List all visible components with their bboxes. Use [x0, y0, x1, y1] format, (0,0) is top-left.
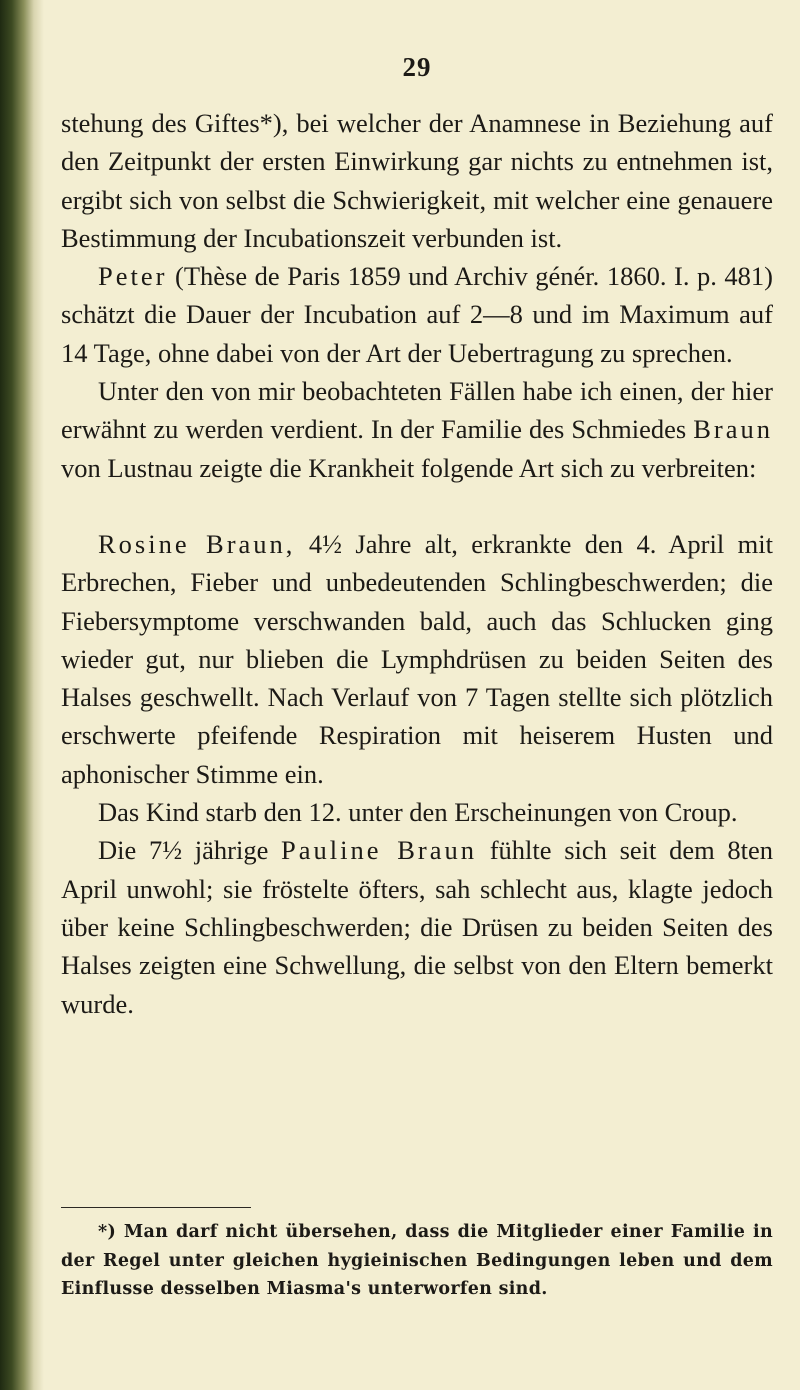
footnote-rule [61, 1207, 251, 1208]
paragraph-peter [61, 257, 773, 372]
patient-name-pauline: Pauline Braun [281, 835, 477, 866]
paragraph-peter-text: (Thèse de Paris 1859 und Archiv génér. 1860. I. p. 481) schätzt die Dauer der Incubation auf 2—8 und im Maximum auf 14 Tage, ohne dabei von der Art der Uebertragung zu sprechen. [61, 261, 773, 368]
family-name-braun: Braun [693, 414, 773, 445]
paragraph-rosine [61, 525, 773, 793]
paragraph-braun-after: von Lustnau zeigte die Krankheit folgende Art sich zu verbreiten: [61, 452, 757, 483]
paragraph-pauline-before: Die 7½ jährige [98, 835, 282, 866]
author-name-peter: Peter [98, 261, 168, 292]
main-text [61, 104, 773, 1023]
paragraph-pauline [61, 831, 773, 1022]
footnote-text: *) Man darf nicht übersehen, dass die Mitglieder einer Familie in der Regel unter gleichen hygieinischen Bedingungen leben und dem Einflusse desselben Miasma's unterworfen sind. [61, 1222, 773, 1299]
footnote [61, 1218, 773, 1304]
paragraph-continuation: stehung des Giftes*), bei welcher der Anamnese in Beziehung auf den Zeitpunkt der ersten Einwirkung gar nichts zu entnehmen ist, ergibt sich von selbst die Schwierigkeit, mit welcher eine genauere Bestimmung der Incubationszeit verbunden ist. [61, 108, 773, 253]
patient-name-rosine: Rosine Braun, [98, 528, 296, 559]
paragraph-braun-before: Unter den von mir beobachteten Fällen habe ich einen, der hier erwähnt zu werden verdient. In der Familie des Schmiedes [61, 376, 773, 445]
paragraph-rosine-text: 4½ Jahre alt, erkrankte den 4. April mit Erbrechen, Fieber und unbedeutenden Schlingbeschwerden; die Fiebersymptome verschwanden bald, auch das Schlucken ging wieder gut, nur blieben die Lymphdrüsen zu beiden Seiten des Halses geschwellt. Nach Verlauf von 7 Tagen stellte sich plötzlich erschwerte pfeifende Respiration mit heiserem Husten und aphonischer Stimme ein. [61, 528, 774, 789]
paragraph-croup: Das Kind starb den 12. unter den Erscheinungen von Croup. [98, 797, 738, 828]
page-number: 29 [402, 52, 432, 82]
paragraph-braun-family [61, 372, 773, 487]
page-gutter [34, 0, 44, 1390]
book-spine-shadow [0, 0, 34, 1390]
paragraph-pauline-after: fühlte sich seit dem 8ten April unwohl; sie fröstelte öfters, sah schlecht aus, klagte jedoch über keine Schlingbeschwerden; die Drüsen zu beiden Seiten des Halses zeigten eine Schwellung, die selbst von den Eltern bemerkt wurde. [61, 835, 774, 1019]
